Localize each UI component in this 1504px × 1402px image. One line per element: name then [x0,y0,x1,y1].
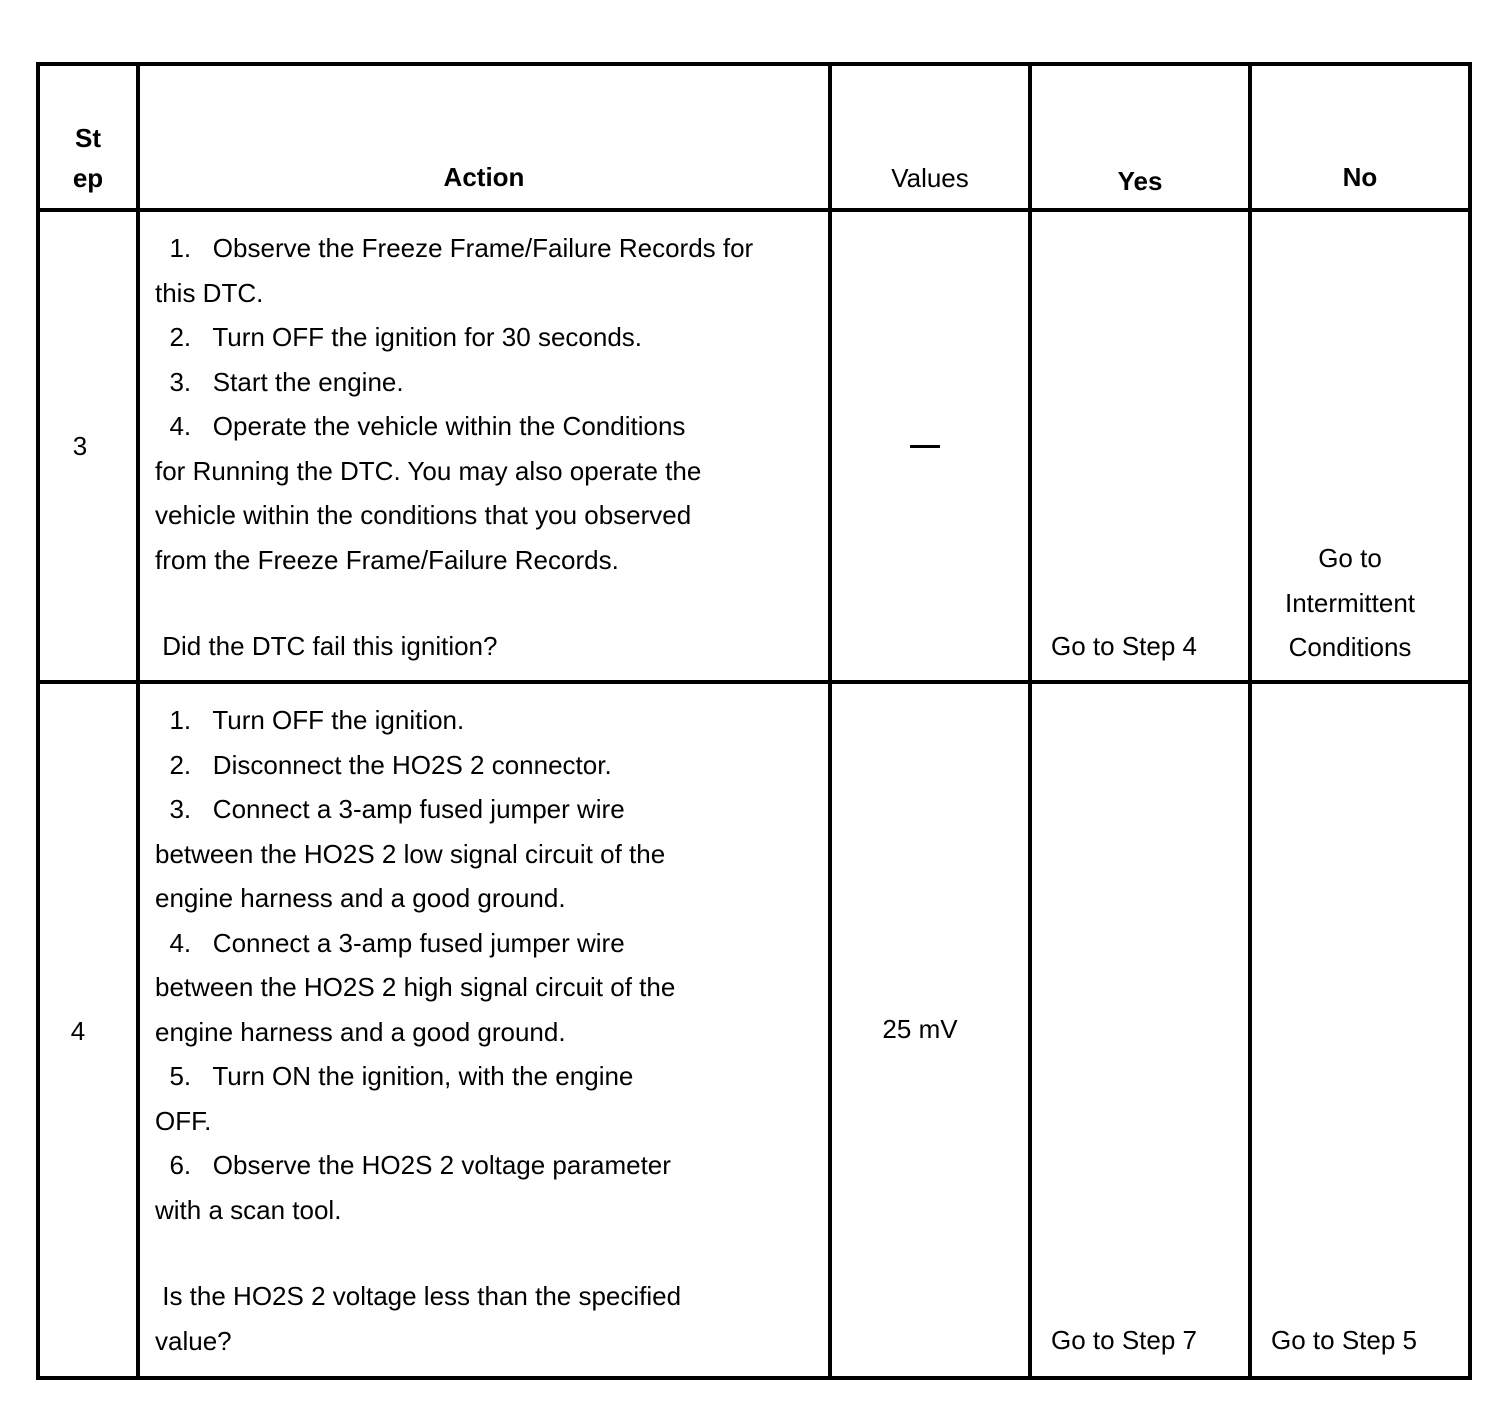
header-action: Action [443,162,525,192]
action-line: with a scan tool. [155,1194,342,1225]
action-line: 3. Connect a 3-amp fused jumper wire [155,794,625,824]
yes-result: Go to Step 7 [1051,1325,1197,1355]
action-line: 3. Start the engine. [155,366,404,397]
action-line: this DTC. [155,277,264,308]
action-line: 4. Connect a 3-amp fused jumper wire [155,927,625,958]
action-text [155,226,753,582]
no-result: Go to Step 5 [1271,1325,1417,1355]
action-question: Did the DTC fail this ignition? [155,631,498,661]
action-line: 1. Observe the Freeze Frame/Failure Records for [155,233,754,263]
col-border-yes [1248,62,1252,1380]
action-question-line: value? [155,1325,232,1356]
header-divider [36,208,1472,212]
action-line: between the HO2S 2 high signal circuit of the [155,972,676,1002]
values-spec: 25 mV [882,1014,958,1044]
action-line: between the HO2S 2 low signal circuit of the [155,838,666,869]
action-line: vehicle within the conditions that you observed [155,500,692,530]
action-question-line: Is the HO2S 2 voltage less than the specified [155,1281,682,1311]
action-line: engine harness and a good ground. [155,1016,566,1047]
header-step-line1: St [75,123,101,153]
step-number: 4 [70,1016,86,1046]
col-border-left [36,62,40,1380]
col-border-values [1028,62,1032,1380]
header-yes: Yes [1117,166,1163,196]
action-line: from the Freeze Frame/Failure Records. [155,544,619,575]
action-line: 6. Observe the HO2S 2 voltage parameter [155,1150,671,1180]
table-bottom-border [36,1376,1472,1380]
action-line: 2. Disconnect the HO2S 2 connector. [155,749,612,780]
col-border-action [828,62,832,1380]
header-step [40,118,136,198]
action-line: 4. Operate the vehicle within the Conditions [155,411,686,441]
values-dash [910,445,940,448]
action-line: engine harness and a good ground. [155,883,566,913]
action-line: for Running the DTC. You may also operate the [155,455,702,486]
col-border-step [136,62,140,1380]
header-no: No [1342,162,1378,192]
action-line: 5. Turn ON the ignition, with the engine [155,1061,634,1091]
action-question [155,1274,681,1363]
yes-result: Go to Step 4 [1051,631,1197,661]
action-line: OFF. [155,1105,212,1136]
action-line: 1. Turn OFF the ignition. [155,705,465,735]
no-result-line: Go to [1318,543,1382,573]
header-values: Values [891,163,969,193]
action-line: 2. Turn OFF the ignition for 30 seconds. [155,322,643,352]
col-border-right [1468,62,1472,1380]
header-step-line2: ep [72,163,104,193]
step-number: 3 [72,431,88,461]
no-result-line: Conditions [1288,632,1412,662]
no-result [1252,536,1448,670]
action-text [155,698,675,1232]
row-divider [36,680,1472,684]
table-top-border [36,62,1472,66]
no-result-line: Intermittent [1284,587,1416,618]
